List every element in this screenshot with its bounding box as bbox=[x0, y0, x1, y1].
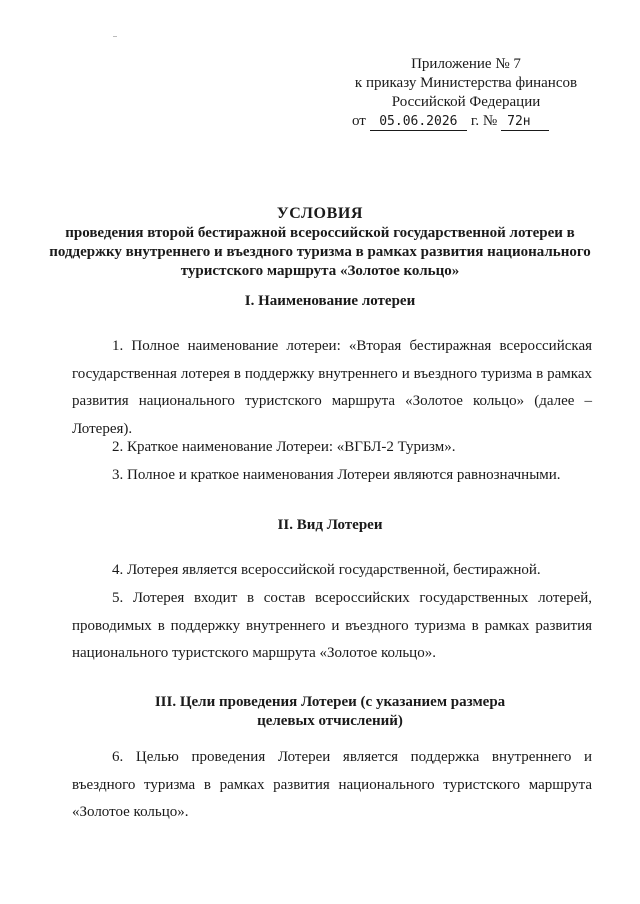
scan-speck bbox=[113, 36, 117, 37]
order-prefix: от bbox=[352, 113, 366, 129]
section-heading-1: I. Наименование лотереи bbox=[244, 293, 416, 309]
paragraph-2: 2. Краткое наименование Лотереи: «ВГБЛ-2 Туризм». bbox=[112, 439, 456, 455]
appendix-number: Приложение № 7 bbox=[411, 56, 521, 72]
order-number-prefix: г. № bbox=[470, 113, 498, 129]
appendix-authority: Российской Федерации bbox=[391, 94, 541, 110]
paragraph-5: 5. Лотерея входит в состав всероссийских государственных лотерей, проводимых в поддержку внутреннего и въездного туризма в рамках развития национального туристского маршрута «Золотое кольцо». bbox=[72, 590, 592, 661]
section-heading-3: III. Цели проведения Лотереи (с указанием размера целевых отчислений) bbox=[154, 694, 506, 729]
order-number: 72н bbox=[501, 114, 549, 131]
order-date-line bbox=[352, 112, 549, 131]
appendix-header bbox=[346, 55, 586, 112]
paragraph-3: 3. Полное и краткое наименования Лотереи являются равнозначными. bbox=[112, 467, 561, 483]
paragraph-1: 1. Полное наименование лотереи: «Вторая бестиражная всероссийская государственная лотерея в поддержку внутреннего и въездного туризма в рамках развития национального туристского маршрута «Золотое кольцо» (далее – Лотерея). bbox=[72, 338, 592, 437]
order-date: 05.06.2026 bbox=[370, 114, 467, 131]
paragraph-4: 4. Лотерея является всероссийской государственной, бестиражной. bbox=[112, 562, 541, 578]
paragraph-6: 6. Целью проведения Лотереи является поддержка внутреннего и въездного туризма в рамках развития национального туристского маршрута «Золотое кольцо». bbox=[72, 749, 592, 820]
document-title: УСЛОВИЯ bbox=[276, 205, 364, 222]
section-heading-2: II. Вид Лотереи bbox=[277, 517, 383, 533]
appendix-order-reference: к приказу Министерства финансов bbox=[354, 75, 578, 91]
document-subtitle: проведения второй бестиражной всероссийской государственной лотереи в поддержку внутреннего и въездного туризма в рамках развития национального туристского маршрута «Золотое кольцо» bbox=[49, 225, 591, 279]
